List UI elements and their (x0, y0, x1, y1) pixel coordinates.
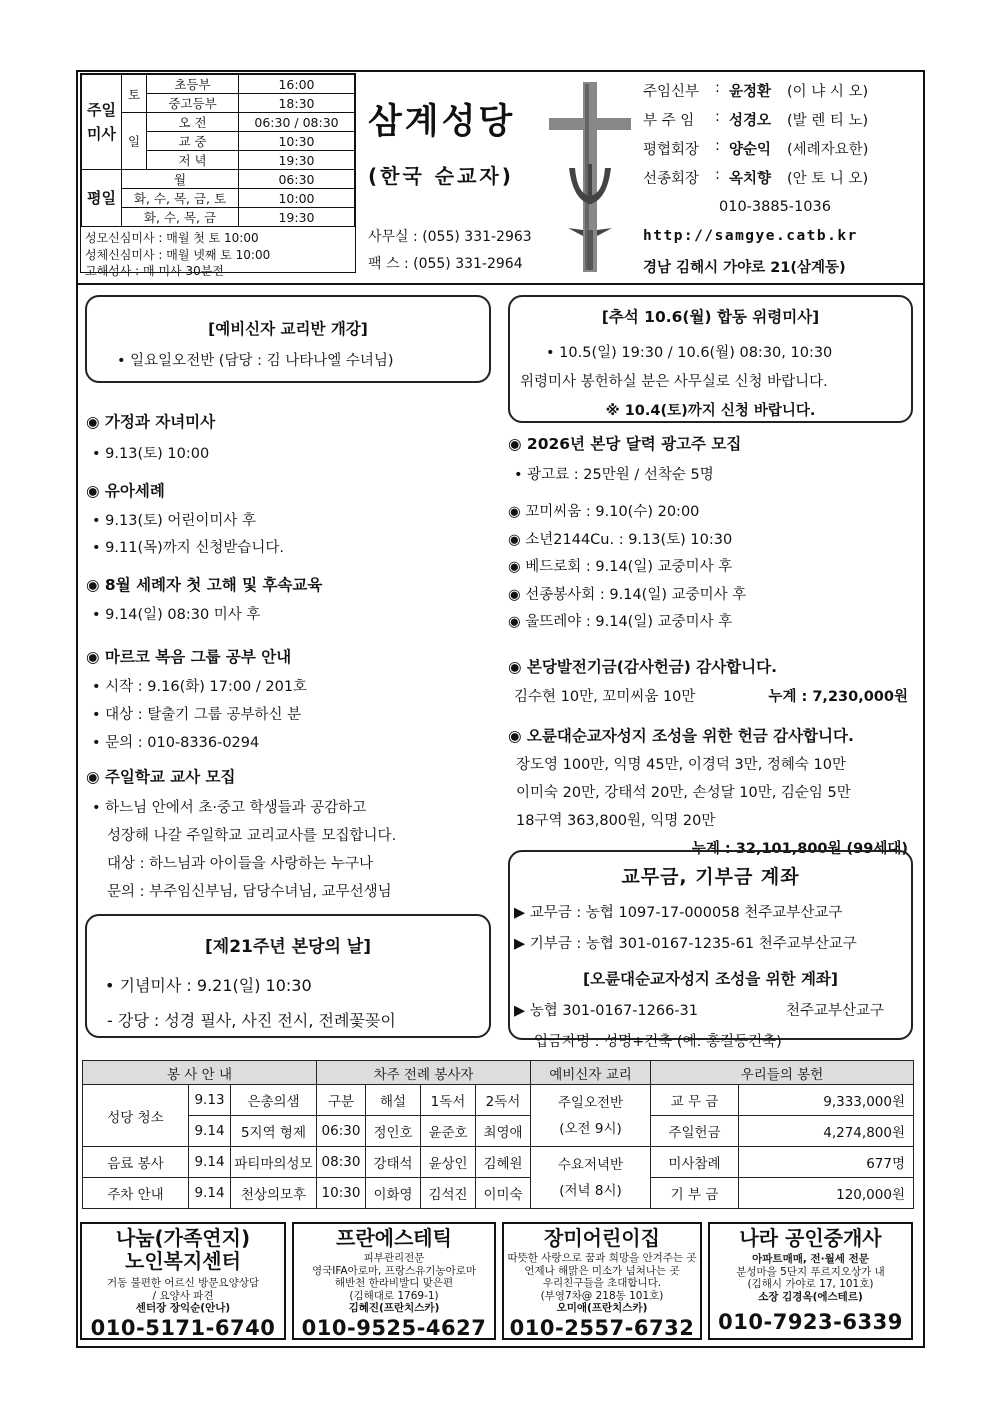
mass-name: 교 중 (147, 132, 239, 151)
shrine-account-number: ▶ 농협 301-0167-1266-31 (514, 1003, 699, 1019)
ad-line: 아파트매매, 전·월세 전문 (752, 1253, 869, 1265)
section-title: ◉ 본당발전기금(감사헌금) 감사합니다. (508, 658, 777, 676)
meeting-item: ◉ 베드로회 : 9.14(일) 교중미사 후 (508, 559, 733, 575)
staff-saint: (이 냐 시 오) (787, 84, 869, 100)
service-who: 천상의모후 (231, 1178, 317, 1209)
note-line: 고해성사 : 매 미사 30분전 (85, 264, 224, 278)
section-item: • 대상 : 탈출기 그룹 공부하신 분 (92, 707, 302, 723)
service-date: 9.13 (189, 1085, 231, 1116)
mass-time: 10:00 (239, 189, 355, 208)
account-line: ▶ 기부금 : 농협 301-0167-1235-61 천주교부산교구 (514, 936, 857, 952)
service-who: 은총의샘 (231, 1085, 317, 1116)
catechism-name: 주일오전반 (557, 1094, 624, 1111)
mass-time: 16:00 (239, 75, 355, 94)
liturgy-reader2: 이미숙 (476, 1178, 531, 1209)
section-item: • 9.13(토) 10:00 (92, 446, 210, 462)
section-title: ◉ 8월 세례자 첫 고해 및 후속교육 (86, 576, 323, 594)
meeting-item: ◉ 꼬미씨움 : 9.10(수) 20:00 (508, 504, 700, 520)
shrine-account-owner: 천주교부산교구 (786, 1003, 885, 1019)
ad-line: 영국IFA아로마, 프랑스유기농아로마 (311, 1264, 477, 1277)
section-item: 문의 : 부주임신부님, 담당수녀님, 교무선생님 (107, 884, 392, 900)
contact-phone: 010-3885-1036 (719, 199, 831, 215)
liturgy-commentator: 정인호 (366, 1116, 421, 1147)
meeting-item: ◉ 울뜨레야 : 9.14(일) 교중미사 후 (508, 614, 733, 630)
anniversary-line: - 강당 : 성경 필사, 사진 전시, 전례꽃꽂이 (107, 1011, 396, 1030)
section-title: ◉ 유아세례 (86, 482, 165, 500)
staff-role: 주임신부 (643, 84, 700, 100)
mass-name: 월 (122, 170, 239, 189)
mass-time: 19:30 (239, 151, 355, 170)
shrine-account-title: [오륜대순교자성지 조성을 위한 계좌] (583, 970, 838, 988)
mass-time: 06:30 (239, 170, 355, 189)
offering-value: 9,333,000원 (739, 1085, 914, 1116)
memorial-mass-box (508, 295, 913, 423)
service-label: 성당 청소 (83, 1085, 189, 1147)
ad-line: 우리친구들을 초대합니다. (542, 1277, 662, 1289)
memorial-title: [추석 10.6(월) 합동 위령미사] (601, 308, 820, 326)
mass-name: 초등부 (147, 75, 239, 94)
staff-role: 부 주 임 (643, 113, 695, 129)
website-url[interactable]: http://samgye.catb.kr (643, 228, 858, 244)
staff-saint: (안 토 니 오) (787, 171, 869, 187)
service-date: 9.14 (189, 1116, 231, 1147)
liturgy-subheader: 해설 (366, 1085, 421, 1116)
section-title: ◉ 2026년 본당 달력 광고주 모집 (508, 435, 742, 453)
saturday-label: 토 (122, 75, 147, 113)
meetings-list (508, 500, 746, 638)
memorial-line: • 10.5(일) 19:30 / 10.6(월) 08:30, 10:30 (546, 345, 833, 361)
sunday-mass-label: 주일 미사 (82, 75, 122, 170)
catechism-class (531, 1147, 651, 1209)
office-phone: 사무실 : (055) 331-2963 (368, 229, 532, 245)
memorial-line: ※ 10.4(토)까지 신청 바랍니다. (605, 403, 816, 419)
section-family-mass (86, 410, 215, 463)
liturgy-reader1: 윤상인 (421, 1147, 476, 1178)
catechism-class (531, 1085, 651, 1147)
offering-label: 기 부 금 (651, 1178, 739, 1209)
liturgy-commentator: 이화영 (366, 1178, 421, 1209)
service-date: 9.14 (189, 1147, 231, 1178)
ad-owner: 김혜진(프란치스카) (348, 1302, 440, 1314)
ad-line: 피부관리전문 (363, 1252, 425, 1264)
meeting-item: ◉ 소년2144Cu. : 9.13(토) 10:30 (508, 531, 733, 548)
staff-name: 윤정환 (729, 84, 772, 100)
accounts-box (508, 850, 913, 1050)
offering-value: 120,000원 (739, 1178, 914, 1209)
mass-time: 18:30 (239, 94, 355, 113)
mass-name: 화, 수, 목, 금, 토 (122, 189, 239, 208)
mass-notes (81, 227, 355, 283)
shrine-donors: 이미숙 20만, 강태석 20만, 손성달 10만, 김순임 5만 (516, 785, 851, 801)
section-item: • 9.13(토) 어린이미사 후 (92, 513, 257, 529)
ad-nursing-center (80, 1222, 286, 1340)
meeting-item: ◉ 선종봉사회 : 9.14(일) 교중미사 후 (508, 586, 747, 603)
account-depositor: 입금자명 : 성명+건축 (예: 홍길동건축) (534, 1034, 782, 1050)
ad-line: (김해시 가야로 17, 101호) (747, 1278, 874, 1290)
ad-line: 따뜻한 사랑으로 꿈과 희망을 안겨주는 곳 (507, 1252, 697, 1264)
church-address: 경남 김해시 가야로 21(삼계동) (643, 260, 846, 276)
liturgy-subheader: 1독서 (421, 1085, 476, 1116)
mass-name: 저 녁 (147, 151, 239, 170)
liturgy-time: 06:30 (317, 1116, 366, 1147)
liturgy-reader2: 김혜원 (476, 1147, 531, 1178)
section-item: • 시작 : 9.16(화) 17:00 / 201호 (92, 679, 308, 695)
anniversary-title: [제21주년 본당의 날] (205, 937, 371, 957)
ad-phone: 010-7923-6339 (718, 1310, 903, 1334)
church-patron: (한국 순교자) (368, 164, 514, 188)
table-header: 차주 전례 봉사자 (317, 1061, 531, 1085)
staff-name: 성경오 (729, 113, 772, 129)
catechism-time: (저녁 8시) (559, 1182, 622, 1199)
staff-row: 주임신부 : 윤정환 (이 냐 시 오) (643, 80, 913, 109)
weekday-mass-label: 평일 (82, 170, 122, 227)
staff-row: 부 주 임 : 성경오 (발 렌 티 노) (643, 109, 913, 138)
shrine-total: 누계 : 32,101,800원 (99세대) (691, 841, 908, 857)
service-date: 9.14 (189, 1178, 231, 1209)
section-item: • 문의 : 010-8336-0294 (92, 735, 260, 751)
fund-total: 누계 : 7,230,000원 (768, 689, 908, 705)
staff-role: 선종회장 (643, 171, 700, 187)
staff-row: 평협회장 : 양순익 (세례자요한) (643, 138, 913, 167)
ad-line: / 요양사 파견 (152, 1289, 214, 1302)
liturgy-commentator: 강태석 (366, 1147, 421, 1178)
church-name: 삼계성당 (368, 101, 516, 142)
catechumen-title: [예비신자 교리반 개강] (208, 320, 368, 338)
table-header: 예비신자 교리 (531, 1061, 651, 1085)
table-header: 봉 사 안 내 (83, 1061, 317, 1085)
section-title: ◉ 오륜대순교자성지 조성을 위한 헌금 감사합니다. (508, 727, 854, 745)
catechism-name: 수요저녁반 (557, 1156, 624, 1173)
ad-owner: 오미애(프란치스카) (556, 1302, 648, 1314)
catechumen-line: • 일요일오전반 (담당 : 김 나타나엘 수녀님) (117, 353, 394, 369)
ad-phone: 010-5171-6740 (90, 1315, 276, 1340)
ad-phone: 010-2557-6732 (509, 1315, 695, 1340)
memorial-line: 위령미사 봉헌하실 분은 사무실로 신청 바랍니다. (520, 374, 828, 390)
staff-list (643, 80, 913, 196)
staff-saint: (세례자요한) (787, 142, 869, 158)
section-first-confession (86, 573, 322, 624)
staff-name: 양순익 (729, 142, 772, 158)
offering-label: 주일헌금 (651, 1116, 739, 1147)
mass-name: 중고등부 (147, 94, 239, 113)
section-shrine-fund (508, 724, 908, 858)
ad-line: 분성마을 5단지 푸르지오상가 내 (736, 1265, 885, 1278)
sunday-label: 일 (122, 113, 147, 170)
ad-esthetic (292, 1222, 496, 1340)
liturgy-reader1: 윤준호 (421, 1116, 476, 1147)
header-divider (76, 283, 925, 285)
section-title: ◉ 가정과 자녀미사 (86, 413, 216, 431)
table-header: 우리들의 봉헌 (651, 1061, 914, 1085)
section-item: • 광고료 : 25만원 / 선착순 5명 (514, 467, 714, 483)
shrine-donors: 장도영 100만, 익명 45만, 이경덕 3만, 정혜숙 10만 (516, 757, 846, 773)
ad-name: 나라 공인중개사 (739, 1226, 882, 1250)
liturgy-time: 10:30 (317, 1178, 366, 1209)
ad-line: (부영7차@ 218동 101호) (540, 1289, 664, 1302)
ad-line: 언제나 해맑은 미소가 넘쳐나는 곳 (524, 1264, 680, 1277)
ad-name: 프란에스테틱 (336, 1226, 452, 1250)
staff-saint: (발 렌 티 노) (787, 113, 869, 129)
anniversary-box (85, 914, 491, 1038)
liturgy-reader2: 최영애 (476, 1116, 531, 1147)
liturgy-reader1: 김석진 (421, 1178, 476, 1209)
service-label: 음료 봉사 (83, 1147, 189, 1178)
account-line (514, 999, 911, 1020)
ad-line: 해반천 한라비발디 맞은편 (334, 1277, 454, 1289)
account-line: ▶ 교무금 : 농협 1097-17-000058 천주교부산교구 (514, 905, 843, 921)
liturgy-subheader: 구분 (317, 1085, 366, 1116)
mass-name: 화, 수, 목, 금 (122, 208, 239, 227)
mass-time: 19:30 (239, 208, 355, 227)
offering-value: 4,274,800원 (739, 1116, 914, 1147)
liturgy-subheader: 2독서 (476, 1085, 531, 1116)
ad-owner: 센터장 장익순(안나) (135, 1302, 231, 1314)
section-title: ◉ 마르코 복음 그룹 공부 안내 (86, 648, 292, 666)
shrine-donors: 18구역 363,800원, 익명 20만 (516, 813, 716, 829)
mass-time: 10:30 (239, 132, 355, 151)
liturgy-time: 08:30 (317, 1147, 366, 1178)
section-item: • 9.11(목)까지 신청받습니다. (92, 540, 285, 556)
ad-name: 장미어린이집 (544, 1226, 660, 1250)
mass-name: 오 전 (147, 113, 239, 132)
section-development-fund (508, 655, 908, 706)
section-item: 대상 : 하느님과 아이들을 사랑하는 누구나 (107, 856, 374, 872)
fax-number: 팩 스 : (055) 331-2964 (368, 256, 523, 272)
section-calendar-ad (508, 432, 741, 484)
note-line: 성모신심미사 : 매월 첫 토 10:00 (85, 231, 259, 245)
mass-schedule (80, 73, 356, 278)
ad-realtor (708, 1222, 913, 1340)
service-table (82, 1060, 914, 1209)
ad-name: 나눔(가족연지) (115, 1226, 251, 1250)
note-line: 성체신심미사 : 매월 넷째 토 10:00 (85, 247, 271, 262)
section-mark-study (86, 645, 307, 752)
fund-line (514, 685, 908, 706)
section-item: 성장해 나갈 주일학교 교리교사를 모집합니다. (107, 828, 397, 844)
section-teacher-recruit (86, 765, 396, 901)
ad-phone: 010-9525-4627 (301, 1315, 487, 1340)
accounts-title: 교무금, 기부금 계좌 (621, 866, 800, 888)
offering-label: 교 무 금 (651, 1085, 739, 1116)
mass-time: 06:30 / 08:30 (239, 113, 355, 132)
catechism-time: (오전 9시) (559, 1120, 622, 1137)
section-item: • 9.14(일) 08:30 미사 후 (92, 607, 261, 623)
fund-donors: 김수현 10만, 꼬미씨움 10만 (514, 689, 696, 705)
service-who: 파티마의성모 (231, 1147, 317, 1178)
staff-name: 옥치향 (729, 171, 772, 187)
ad-line: (김해대로 1769-1) (349, 1289, 439, 1302)
ad-daycare (502, 1222, 702, 1340)
ad-line: 거동 불편한 어르신 방문요양상담 (106, 1277, 259, 1289)
service-label: 주차 안내 (83, 1178, 189, 1209)
ad-owner: 소장 김경옥(에스테르) (758, 1290, 863, 1303)
cross-emblem-icon (543, 80, 635, 278)
catechumen-box (85, 295, 491, 383)
service-who: 5지역 형제 (231, 1116, 317, 1147)
ad-name: 노인복지센터 (125, 1249, 241, 1273)
staff-role: 평협회장 (643, 142, 700, 158)
section-item: • 하느님 안에서 초·중고 학생들과 공감하고 (92, 800, 367, 816)
staff-row: 선종회장 : 옥치향 (안 토 니 오) (643, 167, 913, 196)
offering-label: 미사참례 (651, 1147, 739, 1178)
section-title: ◉ 주일학교 교사 모집 (86, 768, 236, 786)
anniversary-line: • 기념미사 : 9.21(일) 10:30 (105, 976, 312, 995)
offering-value: 677명 (739, 1147, 914, 1178)
section-infant-baptism (86, 479, 284, 557)
